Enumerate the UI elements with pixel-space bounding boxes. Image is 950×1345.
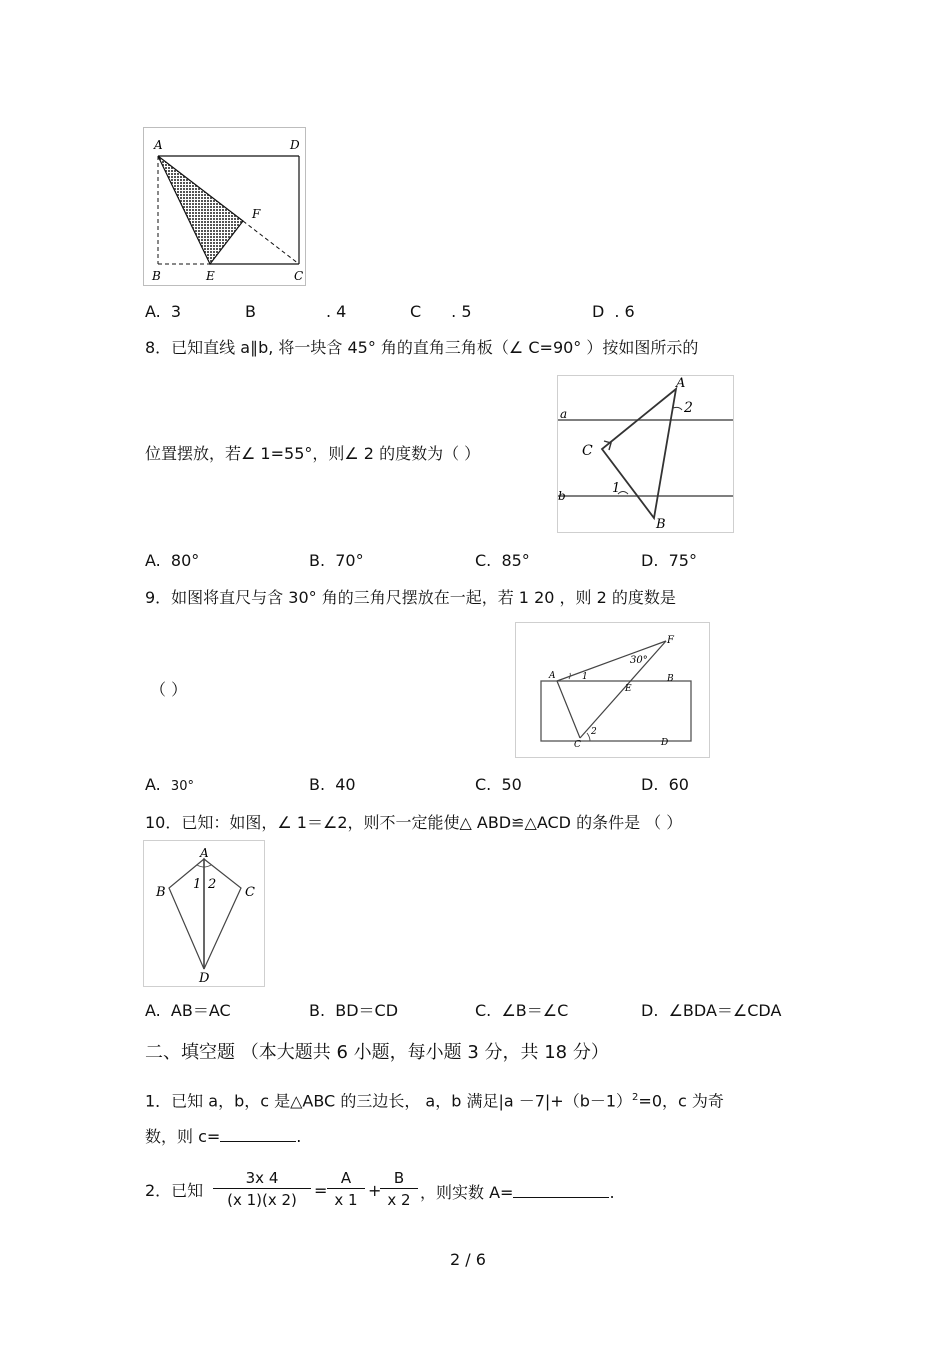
option-letter: A. xyxy=(145,1001,161,1020)
f2-frac1-numerator: 3x 4 xyxy=(213,1169,311,1189)
q9-option-d[interactable] xyxy=(641,775,689,795)
q10-option-b[interactable] xyxy=(309,1001,398,1021)
q8-stem-line2: 位置摆放，若∠ 1=55°，则∠ 2 的度数为（ ） xyxy=(145,444,481,463)
q8-label-b: b xyxy=(558,489,566,503)
f2-answer-blank[interactable] xyxy=(513,1181,609,1198)
option-letter: D. xyxy=(641,775,659,794)
f2-frac3-denominator: x 2 xyxy=(387,1191,411,1209)
q8-label-2: 2 xyxy=(684,400,693,416)
q9-label-B: B xyxy=(667,674,674,684)
q8-option-a[interactable] xyxy=(145,551,199,571)
shaded-triangle xyxy=(158,156,243,264)
option-value: 50 xyxy=(501,775,522,794)
f2-frac2-numerator: A xyxy=(327,1169,365,1189)
q8-option-b[interactable] xyxy=(309,551,364,571)
q7-figure xyxy=(143,127,306,286)
option-value: 80° xyxy=(170,551,200,570)
q10-option-a[interactable] xyxy=(145,1001,231,1021)
f2-prefix: 2．已知 xyxy=(145,1181,204,1200)
q7-label-D: D xyxy=(290,138,300,152)
q9-option-b[interactable] xyxy=(309,775,356,795)
f1-answer-blank[interactable] xyxy=(220,1125,296,1142)
q9-option-a[interactable] xyxy=(145,775,194,797)
q8-label-B: B xyxy=(656,517,666,532)
f2-fraction-1 xyxy=(213,1169,311,1209)
option-letter: A. xyxy=(145,302,161,321)
option-letter: D xyxy=(592,302,605,321)
q9-label-A: A xyxy=(549,671,556,681)
q9-option-c[interactable] xyxy=(475,775,522,795)
q9-label-2: 2 xyxy=(591,727,597,737)
f1-text: 1．已知 a，b，c 是△ABC 的三边长， a，b 满足|a －7|+（b－1） xyxy=(145,1091,633,1111)
option-value: 3 xyxy=(170,302,182,321)
option-value: BD＝CD xyxy=(335,1001,399,1020)
f2-frac2-denominator: x 1 xyxy=(334,1191,358,1209)
q7-option-c[interactable] xyxy=(410,302,472,322)
q10-stem-line1: 10．已知：如图，∠ 1＝∠2，则不一定能使△ ABD≌△ACD 的条件是 （ ） xyxy=(145,813,683,832)
q9-label-D: D xyxy=(661,738,669,748)
q10-option-d[interactable] xyxy=(641,1001,781,1021)
q7-label-B: B xyxy=(152,269,161,283)
f1-stem-line2 xyxy=(145,1125,301,1147)
q10-option-c[interactable] xyxy=(475,1001,568,1021)
option-letter: C. xyxy=(475,551,492,570)
f2-frac1-denominator: (x 1)(x 2) xyxy=(227,1191,297,1209)
option-letter: B. xyxy=(309,1001,326,1020)
q9-label-C: C xyxy=(574,740,581,750)
q8-label-a: a xyxy=(560,407,568,421)
option-letter: A. xyxy=(145,551,161,570)
f2-plus: + xyxy=(368,1181,382,1200)
q8-label-1: 1 xyxy=(612,481,621,496)
q10-label-2: 2 xyxy=(208,877,217,892)
f2-frac3-numerator: B xyxy=(380,1169,418,1189)
q9-stem-line1: 9．如图将直尺与含 30° 角的三角尺摆放在一起，若 1 20 ，则 2 的度数是 xyxy=(145,588,676,607)
q10-label-D: D xyxy=(199,971,210,986)
page-number: 2 / 6 xyxy=(450,1250,486,1269)
f1-exponent: 2 xyxy=(632,1092,639,1103)
f1-text2-end: . xyxy=(296,1127,302,1146)
q7-option-a[interactable] xyxy=(145,302,181,322)
option-value: 40 xyxy=(335,775,356,794)
q7-option-d[interactable] xyxy=(592,302,635,322)
option-letter: C xyxy=(410,302,422,321)
q8-stem-line1: 8．已知直线 a∥b, 将一块含 45° 角的直角三角板（∠ C=90° ）按如图所示的 xyxy=(145,338,699,357)
option-value: . 5 xyxy=(451,302,472,321)
f2-end: . xyxy=(609,1183,615,1202)
option-letter: D. xyxy=(641,551,659,570)
q10-label-1: 1 xyxy=(193,877,202,892)
q8-figure xyxy=(557,375,734,533)
option-letter: D. xyxy=(641,1001,659,1020)
q8-label-C: C xyxy=(582,443,593,459)
q9-label-F: F xyxy=(667,635,674,646)
q8-option-c[interactable] xyxy=(475,551,530,571)
q8-option-d[interactable] xyxy=(641,551,697,571)
q9-label-1: 1 xyxy=(582,672,588,682)
option-value: AB＝AC xyxy=(170,1001,231,1020)
q10-label-B: B xyxy=(156,885,166,900)
option-letter: A. xyxy=(145,775,161,794)
f1-text-end: =0，c 为奇 xyxy=(638,1091,724,1111)
f2-suffix xyxy=(420,1181,615,1203)
option-letter: C. xyxy=(475,1001,492,1020)
option-value: 60 xyxy=(668,775,689,794)
f2-equals: = xyxy=(314,1181,328,1200)
option-letter: B xyxy=(245,302,256,321)
option-letter: B. xyxy=(309,551,326,570)
option-value: 30° xyxy=(170,779,194,794)
section-heading: 二、填空题 （本大题共 6 小题，每小题 3 分，共 18 分） xyxy=(145,1042,609,1063)
q9-figure xyxy=(515,622,710,758)
option-value: . 6 xyxy=(614,302,635,321)
q8-label-A: A xyxy=(676,376,686,391)
q7-label-C: C xyxy=(294,269,304,283)
f2-suffix-text: ，则实数 A= xyxy=(420,1183,514,1202)
q9-label-30: 30° xyxy=(630,655,648,666)
q9-answer-paren: （ ） xyxy=(150,680,188,699)
option-letter: C. xyxy=(475,775,492,794)
q10-label-A: A xyxy=(200,846,209,860)
q7-option-b[interactable] xyxy=(245,302,346,322)
option-value: 85° xyxy=(501,551,530,570)
option-value: . 4 xyxy=(325,302,347,321)
q7-label-E: E xyxy=(206,269,215,283)
q9-label-E: E xyxy=(625,684,632,694)
q7-label-A: A xyxy=(154,138,163,152)
f1-text2: 数，则 c= xyxy=(145,1127,221,1146)
q7-label-F: F xyxy=(252,207,261,221)
f2-fraction-2 xyxy=(327,1169,365,1209)
option-letter: B. xyxy=(309,775,326,794)
q10-label-C: C xyxy=(245,885,255,900)
option-value: 70° xyxy=(335,551,364,570)
option-value: 75° xyxy=(668,551,697,570)
q10-figure xyxy=(143,840,265,987)
f2-fraction-3 xyxy=(380,1169,418,1209)
f1-stem-line1 xyxy=(145,1088,724,1111)
option-value: ∠B＝∠C xyxy=(501,1001,569,1020)
option-value: ∠BDA＝∠CDA xyxy=(668,1001,782,1020)
